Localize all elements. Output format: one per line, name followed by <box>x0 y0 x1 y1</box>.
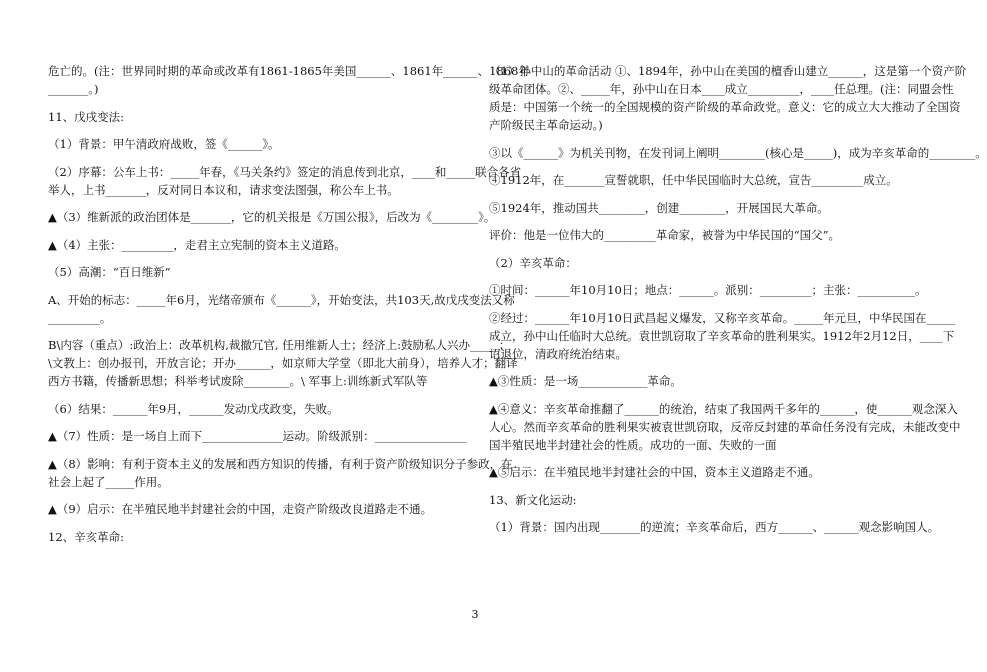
text-line: ▲④意义：辛亥革命推翻了______的统治，结束了我国两千多年的______，使______观念深入 <box>489 401 958 416</box>
right-column <box>489 62 987 536</box>
text-line: ▲（7）性质：是一场自上而下______________运动。阶级派别：________________ <box>48 429 467 443</box>
text-line: _________。 <box>48 310 112 325</box>
text-line: 社会上起了_____作用。 <box>48 474 169 489</box>
text-line: 产阶级民主革命运动。) <box>489 118 603 132</box>
text-line: ②经过：______年10月10日武昌起义爆发，又称辛亥革命。_____年元旦，中华民国在_____ <box>489 310 956 325</box>
text-line: 11、戊戌变法: <box>48 109 125 124</box>
text-line: （1）孙中山的革命活动 ①、1894年，孙中山在美国的檀香山建立______，这是第一个资产阶 <box>489 64 967 78</box>
text-line: ▲③性质：是一场____________革命。 <box>489 374 682 388</box>
text-line: （1）背景：国内出现_______的逆流；辛亥革命后，西方______、______观念影响国人。 <box>489 520 940 534</box>
text-line: 级革命团体。②、_____年，孙中山在日本____成立_________，____任总理。(注：同盟会性 <box>489 82 954 96</box>
text-line: 12、辛亥革命: <box>48 529 125 544</box>
text-line: 西方书籍，传播新思想；科举考试废除________。\ 军事上:训练新式军队等 <box>48 374 428 388</box>
text-line: ▲⑤启示：在半殖民地半封建社会的中国，资本主义道路走不通。 <box>489 465 820 479</box>
text-line: 成立，孙中山任临时大总统。袁世凯窃取了辛亥革命的胜利果实。1912年2月12日，____下 <box>489 328 955 343</box>
text-line: ▲（9）启示：在半殖民地半封建社会的中国，走资产阶级改良道路走不通。 <box>48 502 433 516</box>
left-column <box>48 62 530 546</box>
text-line: _______。) <box>48 82 99 96</box>
text-line: （6）结果：______年9月，______发动戊戌政变，失败。 <box>48 401 339 416</box>
text-line: \文教上：创办报刊，开放言论；开办______，如京师大学堂（即北大前身），培养人才；翻译 <box>48 356 518 370</box>
text-line: 人心。然而辛亥革命的胜利果实被袁世凯窃取，反帝反封建的革命任务没有完成，未能改变中 <box>489 419 961 434</box>
text-line: （1）背景：甲午清政府战败，签《______》。 <box>48 137 280 151</box>
text-line: 诏退位，清政府统治结束。 <box>489 346 627 361</box>
text-line: ▲（8）影响：有利于资本主义的发展和西方知识的传播，有利于资产阶级知识分子参政，在 <box>48 456 513 471</box>
text-line: ▲（3）维新派的政治团体是_______，它的机关报是《万国公报》，后改为《________》。 <box>48 210 496 224</box>
text-line: 13、新文化运动: <box>489 492 577 507</box>
text-line: 国半殖民地半封建社会的性质。成功的一面、失败的一面 <box>489 437 777 452</box>
text-line: ③以《______》为机关刊物，在发刊词上阐明________(核心是_____)，成为辛亥革命的________。 <box>489 145 987 160</box>
page-number: 3 <box>471 608 479 621</box>
text-line: 危亡的。(注：世界同时期的革命或改革有1861-1865年美国______、1861年______、1868年 <box>48 64 530 78</box>
text-line: 举人，上书_______，反对同日本议和，请求变法图强，称公车上书。 <box>48 182 399 197</box>
text-line: 评价：他是一位伟大的_________革命家，被誉为中华民国的“国父”。 <box>489 228 841 242</box>
text-line: ▲（4）主张：_________，走君主立宪制的资本主义道路。 <box>48 237 346 252</box>
text-line: （2）序幕：公车上书：_____年春，《马关条约》签定的消息传到北京，____和_____联合各省 <box>48 164 522 179</box>
text-line: ①时间：______年10月10日；地点：______。派别：_________；主张：__________。 <box>489 283 927 297</box>
text-line: B\内容（重点）:政治上：改革机构,裁撤冗官, 任用维新人士；经济上:鼓励私人兴办_____； <box>48 338 511 352</box>
text-line: A、开始的标志：_____年6月，光绪帝颁布《______》，开始变法，共103天,故戊戌变法又称 <box>48 292 515 307</box>
text-line: ⑤1924年，推动国共________，创建________，开展国民大革命。 <box>489 200 829 215</box>
text-line: （5）高潮：“百日维新” <box>48 265 171 279</box>
text-line: ④1912年，在_______宣誓就职，任中华民国临时大总统，宣告_________成立。 <box>489 173 898 187</box>
text-line: 质是：中国第一个统一的全国规模的资产阶级的革命政党。意义：它的成立大大推动了全国资 <box>489 100 961 114</box>
text-line: （2）辛亥革命： <box>489 255 577 270</box>
